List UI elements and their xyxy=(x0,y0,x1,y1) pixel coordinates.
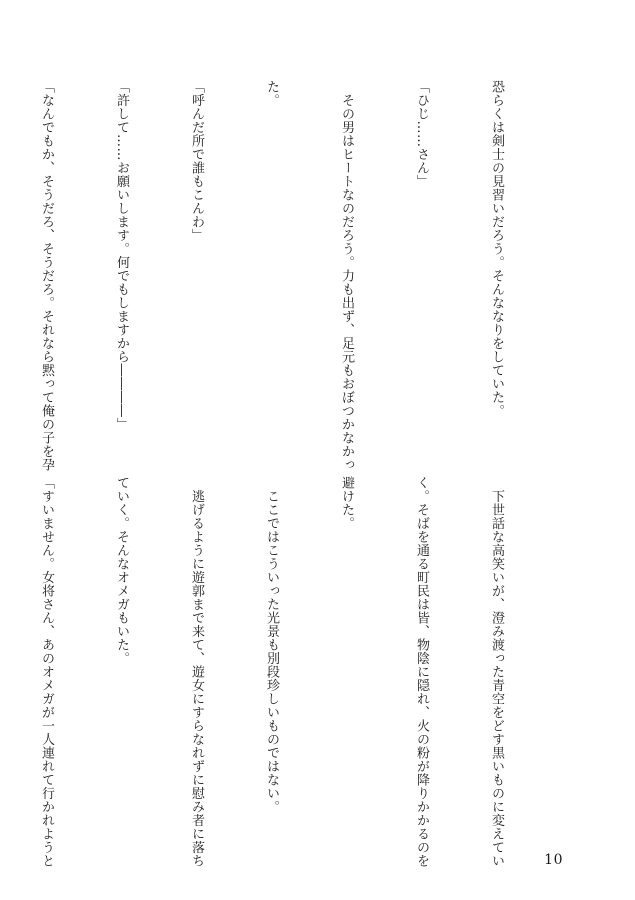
text-line: 逃げるように遊郭まで来て、遊女にすらなれずに慰み者に落ち xyxy=(189,476,204,868)
text-line: 「許して……お願いします。何でもしますから――――」 xyxy=(114,80,129,431)
text-line: ていく。そんなオメガもいた。 xyxy=(114,476,129,665)
text-line: ここではこういった光景も別段珍しいものではない。 xyxy=(264,476,279,814)
text-line: た。 xyxy=(264,80,279,107)
text-line: 「呼んだ所で誰もこんわ」 xyxy=(189,80,204,242)
text-line: 「ひじ……さん」 xyxy=(414,80,429,188)
text-line: 「なんでもか、そうだろ、そうだろ。それなら黙って俺の子を孕 xyxy=(39,80,54,472)
page-number: 10 xyxy=(544,852,563,868)
text-line: 恐らくは剣士の見習いだろう。そんななりをしていた。 xyxy=(489,80,504,418)
text-line: 避けた。 xyxy=(339,476,354,530)
upper-text-block xyxy=(0,80,559,472)
text-line: その男はヒートなのだろう。力も出ず、足元もおぼつかなかっ xyxy=(339,80,354,472)
text-line: 「すいません。女将さん、あのオメガが一人連れて行かれようと xyxy=(39,476,54,868)
text-line: く。そばを通る町民は皆、物陰に隠れ、火の粉が降りかかるのを xyxy=(414,476,429,868)
text-line: 下世話な高笑いが、澄み渡った青空をどす黒いものに変えてい xyxy=(489,476,504,868)
